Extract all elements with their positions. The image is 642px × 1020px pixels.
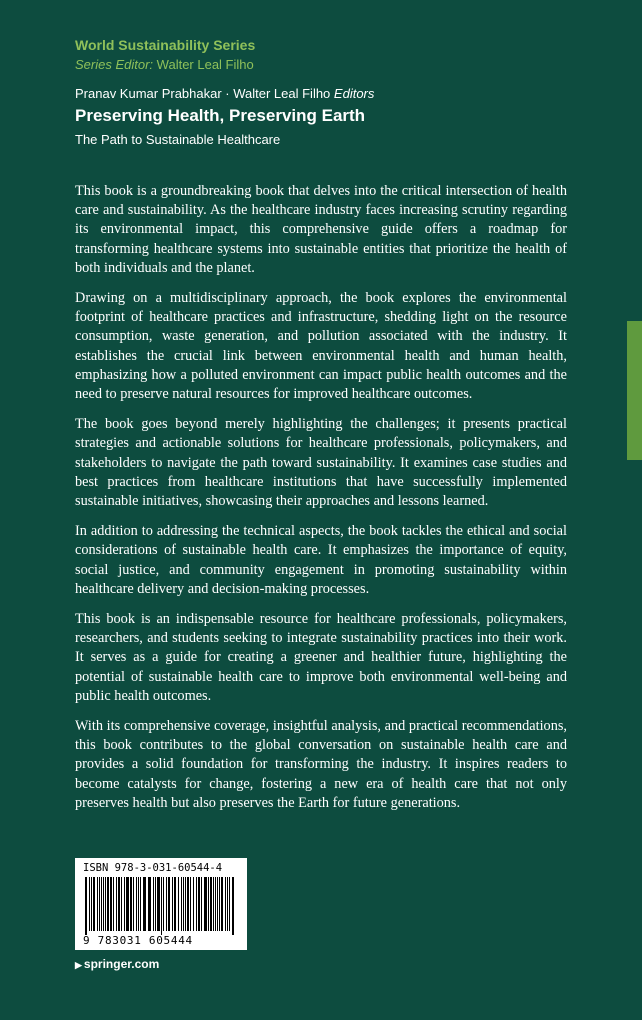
editors-role: Editors <box>333 86 375 101</box>
barcode-bar <box>157 877 160 931</box>
back-cover-blurb <box>75 182 567 824</box>
barcode-bar <box>187 877 189 931</box>
barcode-bar <box>227 877 228 931</box>
barcode-bar <box>217 877 218 931</box>
barcode-bar <box>153 877 154 931</box>
series-editor-label: Series Editor: <box>75 57 154 72</box>
barcode-bar <box>163 877 164 931</box>
barcode-bar <box>138 877 139 931</box>
series-title: World Sustainability Series <box>75 37 256 53</box>
barcode-bar <box>193 877 194 931</box>
barcode-bar <box>99 877 100 931</box>
barcode-bar <box>85 877 87 935</box>
book-title: Preserving Health, Preserving Earth <box>75 106 366 125</box>
barcode-bar <box>97 877 98 931</box>
barcode-bar <box>89 877 90 931</box>
barcode-bar <box>219 877 220 931</box>
barcode-bar <box>210 877 212 931</box>
blurb-paragraph: This book is a groundbreaking book that delves into the critical intersection of health care and sustainability. As the healthcare industry faces increasing scrutiny regarding its environmental impact, this comprehensive guide offers a roadmap for transforming healthcare systems into sustainable entities that prioritize the health of both individuals and the planet. <box>75 183 567 276</box>
barcode-bar <box>103 877 104 931</box>
barcode-bar <box>91 877 92 931</box>
barcode-bar <box>110 877 112 931</box>
blurb-paragraph: This book is an indispensable resource for healthcare professionals, policymakers, researchers, and students seeking to integrate sustainability practices into their work. It serves as a guide for creating a greener and healthier future, highlighting the potential of sustainable health care to improve both environmental well-being and public health outcomes. <box>75 611 567 704</box>
isbn-text: ISBN 978-3-031-60544-4 <box>83 862 223 874</box>
barcode-bar <box>178 877 179 931</box>
triangle-right-icon: ▶ <box>75 960 82 970</box>
barcode-bar <box>204 877 207 931</box>
barcode-bar <box>124 877 125 931</box>
editors-line <box>75 86 374 101</box>
barcode-bar <box>215 877 216 931</box>
barcode-bar <box>118 877 120 931</box>
barcode-bar <box>213 877 214 931</box>
series-editor <box>75 57 254 72</box>
barcode-bar <box>225 877 226 931</box>
barcode-digits: 9 783031 605444 <box>83 934 193 947</box>
barcode-bar <box>148 877 151 931</box>
barcode-bar <box>181 877 182 931</box>
barcode-bar <box>107 877 109 931</box>
book-subtitle: The Path to Sustainable Healthcare <box>75 132 281 147</box>
barcode-bar <box>183 877 184 931</box>
barcode-icon <box>83 877 239 935</box>
barcode-bar <box>168 877 170 931</box>
blurb-paragraph: The book goes beyond merely highlighting the challenges; it presents practical strategies and actionable solutions for healthcare professionals, policymakers, and stakeholders to navigate the path toward sustainability. It examines case studies and best practices from healthcare institutions that have successfully implemented sustainable initiatives, showcasing their approaches and lessons learned. <box>75 416 567 510</box>
barcode-bar <box>196 877 197 931</box>
side-color-tab <box>627 321 642 460</box>
blurb-paragraph: Drawing on a multidisciplinary approach, the book explores the environmental footprint of healthcare practices and infrastructure, shedding light on the resource consumption, waste generation, and pollution associated with the industry. It establishes the crucial link between environmental health and human health, emphasizing how a polluted environment can impact public health outcomes and the need to preserve natural resources for improved healthcare outcomes. <box>75 290 567 403</box>
barcode-bar <box>113 877 114 931</box>
barcode-bar <box>93 877 95 931</box>
barcode-bar <box>101 877 102 931</box>
barcode-bar <box>201 877 202 931</box>
barcode-bar <box>198 877 200 931</box>
publisher-url: springer.com <box>83 957 160 971</box>
barcode-bar <box>133 877 134 931</box>
barcode-bar <box>116 877 117 931</box>
barcode-box <box>75 858 247 950</box>
barcode-bar <box>229 877 230 931</box>
barcode-bar <box>232 877 234 935</box>
barcode-bar <box>130 877 132 931</box>
barcode-bar <box>143 877 146 931</box>
barcode-bar <box>174 877 176 931</box>
barcode-bar <box>208 877 209 931</box>
barcode-bar <box>126 877 129 931</box>
barcode-bar <box>105 877 106 931</box>
blurb-paragraph: With its comprehensive coverage, insightful analysis, and practical recommendations, this book contributes to the global conversation on sustainable health care and provides a solid foundation for transforming the industry. It inspires readers to become catalysts for change, fostering a new era of health care that not only preserves health but also preserves the Earth for future generations. <box>75 718 567 811</box>
publisher-link <box>75 957 159 971</box>
barcode-bar <box>155 877 156 931</box>
barcode-bar <box>221 877 223 931</box>
series-editor-name: Walter Leal Filho <box>156 57 254 72</box>
barcode-bar <box>166 877 167 931</box>
barcode-bar <box>161 877 162 935</box>
blurb-paragraph: In addition to addressing the technical aspects, the book tackles the ethical and social considerations of sustainable health care. It emphasizes the importance of equity, social justice, and community engagement in promoting sustainability within healthcare delivery and decision-making processes. <box>75 523 567 597</box>
barcode-bar <box>140 877 141 931</box>
editors-names: Pranav Kumar Prabhakar · Walter Leal Filho <box>75 86 331 101</box>
barcode-bar <box>190 877 191 931</box>
barcode-bar <box>185 877 186 931</box>
barcode-bar <box>121 877 122 931</box>
barcode-bar <box>136 877 137 931</box>
barcode-bar <box>172 877 173 931</box>
